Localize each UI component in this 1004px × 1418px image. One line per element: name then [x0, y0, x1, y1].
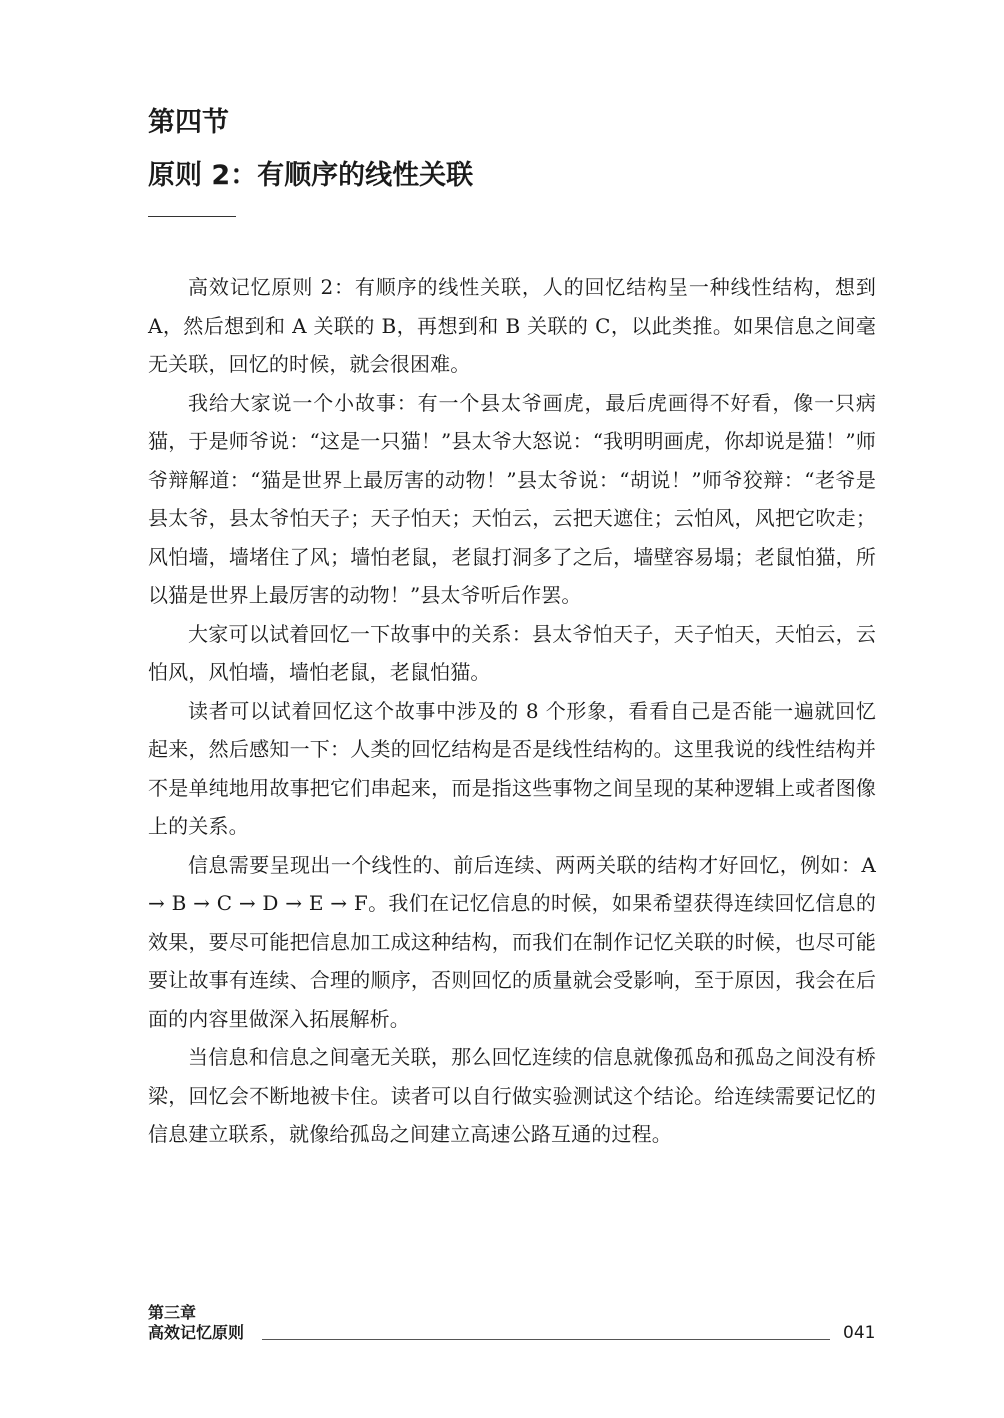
footer-chapter: 第三章 [148, 1303, 197, 1322]
title-divider [148, 216, 236, 217]
body-text [148, 268, 876, 1154]
section-title: 原则 2：有顺序的线性关联 [148, 160, 474, 191]
paragraph: 我给大家说一个小故事：有一个县太爷画虎，最后虎画得不好看，像一只病猫，于是师爷说：“这是一只猫！”县太爷大怒说：“我明明画虎，你却说是猫！”师爷辩解道：“猫是世界上最厉害的动物！”县太爷说：“胡说！”师爷狡辩：“老爷是县太爷，县太爷怕天子；天子怕天；天怕云，云把天遮住；云怕风，风把它吹走；风怕墙，墙堵住了风；墙怕老鼠，老鼠打洞多了之后，墙壁容易塌；老鼠怕猫，所以猫是世界上最厉害的动物！”县太爷听后作罢。 [148, 390, 876, 607]
footer-divider [262, 1339, 830, 1340]
footer-chapter-title: 高效记忆原则 [148, 1323, 245, 1342]
page-number: 041 [843, 1323, 876, 1343]
paragraph: 信息需要呈现出一个线性的、前后连续、两两关联的结构才好回忆，例如：A → B → C → D → E → F。我们在记忆信息的时候，如果希望获得连续回忆信息的效果，要尽可能把信息加工成这种结构，而我们在制作记忆关联的时候，也尽可能要让故事有连续、合理的顺序，否则回忆的质量就会受影响，至于原因，我会在后面的内容里做深入拓展解析。 [148, 852, 876, 1031]
paragraph: 读者可以试着回忆这个故事中涉及的 8 个形象，看看自己是否能一遍就回忆起来，然后感知一下：人类的回忆结构是否是线性结构的。这里我说的线性结构并不是单纯地用故事把它们串起来，而是指这些事物之间呈现的某种逻辑上或者图像上的关系。 [148, 698, 876, 838]
paragraph: 当信息和信息之间毫无关联，那么回忆连续的信息就像孤岛和孤岛之间没有桥梁，回忆会不断地被卡住。读者可以自行做实验测试这个结论。给连续需要记忆的信息建立联系，就像给孤岛之间建立高速公路互通的过程。 [148, 1045, 876, 1146]
paragraph: 大家可以试着回忆一下故事中的关系：县太爷怕天子，天子怕天，天怕云，云怕风，风怕墙，墙怕老鼠，老鼠怕猫。 [148, 621, 876, 684]
section-label: 第四节 [148, 107, 229, 138]
paragraph: 高效记忆原则 2：有顺序的线性关联，人的回忆结构呈一种线性结构，想到 A，然后想到和 A 关联的 B，再想到和 B 关联的 C，以此类推。如果信息之间毫无关联，回忆的时候，就会很困难。 [148, 275, 876, 376]
